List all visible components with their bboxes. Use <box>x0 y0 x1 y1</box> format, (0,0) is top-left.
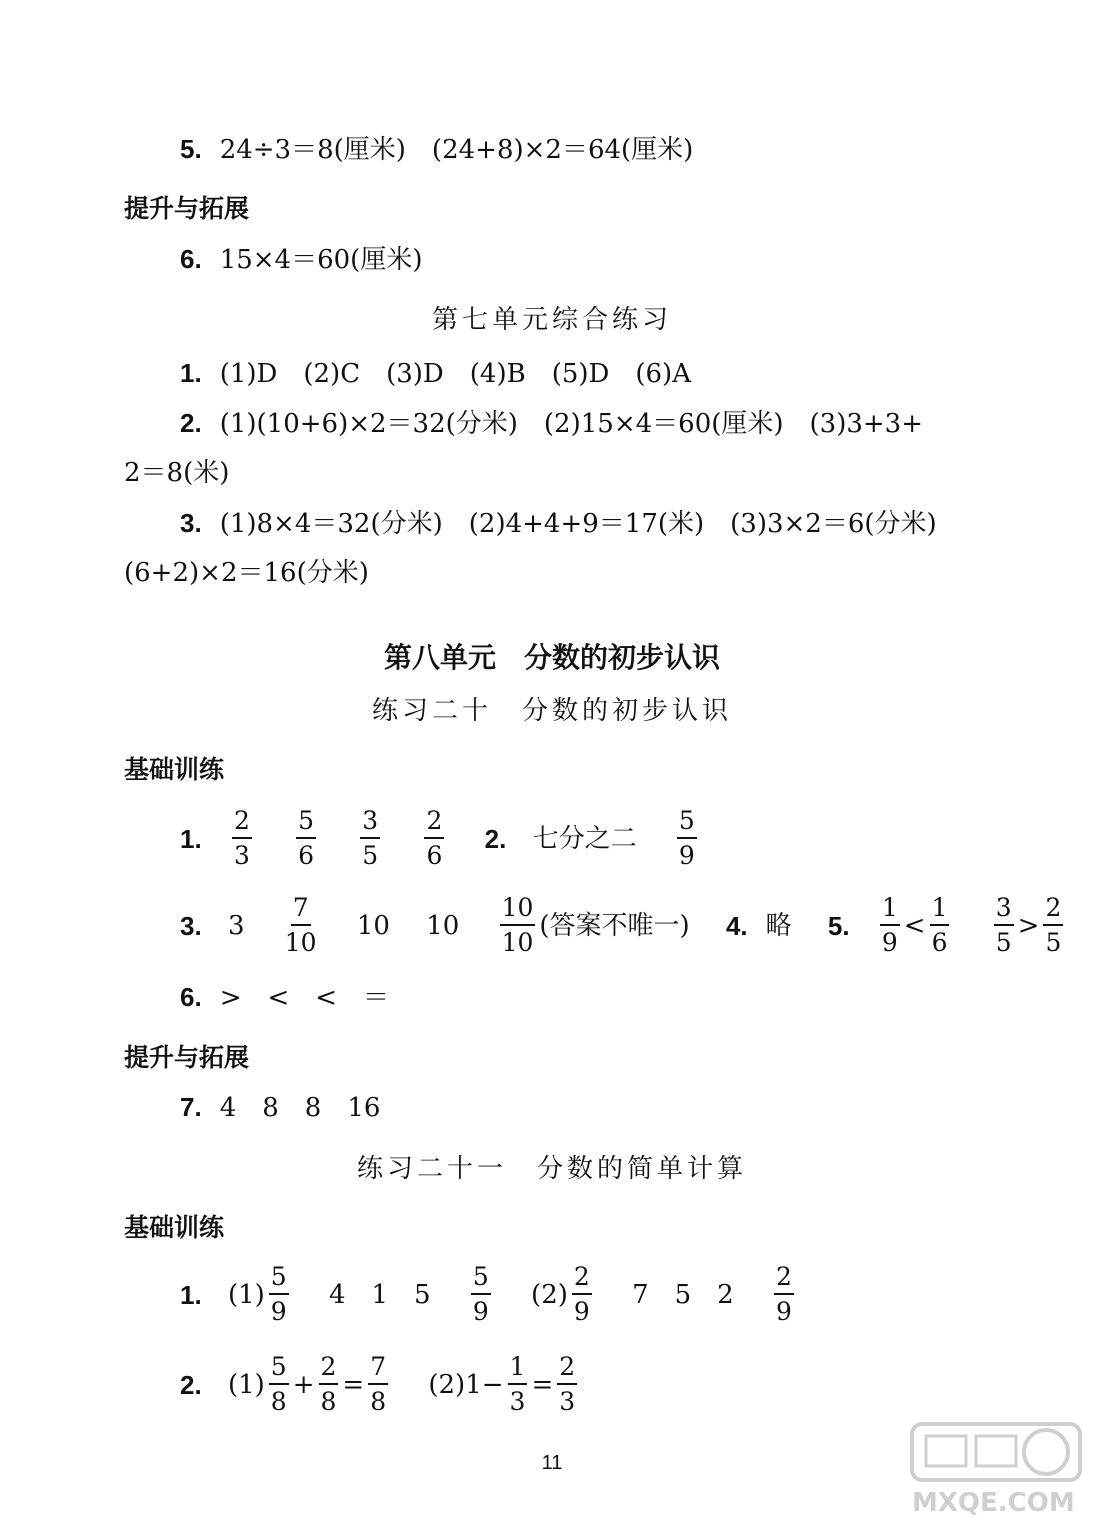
numerator: 7 <box>368 1354 388 1385</box>
answer-text: 15×4＝60(厘米) <box>219 245 423 275</box>
fraction <box>269 1354 289 1416</box>
denominator: 5 <box>995 928 1012 958</box>
answer-value: 3 <box>227 910 245 941</box>
greater-than-sign: > <box>1017 910 1040 941</box>
answer-text: 24÷3＝8(厘米) (24+8)×2＝64(厘米) <box>219 135 694 165</box>
denominator: 6 <box>931 928 948 958</box>
answer-line-5 <box>180 136 693 163</box>
fraction <box>880 895 900 957</box>
denominator: 6 <box>298 841 315 871</box>
fraction <box>677 808 697 870</box>
question-number: 1. <box>180 358 202 388</box>
denominator: 9 <box>881 928 898 958</box>
fraction <box>296 808 316 870</box>
extension-answer-7 <box>180 1094 380 1121</box>
answer-text: (1)8×4＝32(分米) (2)4+4+9＝17(米) (3)3×2＝6(分米) <box>219 509 937 539</box>
numerator: 3 <box>360 808 380 839</box>
part-label: (1) <box>227 1369 265 1400</box>
answer-value: 10 <box>356 910 390 941</box>
fraction <box>319 1354 339 1416</box>
fraction <box>269 1264 289 1326</box>
denominator: 9 <box>573 1297 590 1327</box>
numerator: 1 <box>508 1354 528 1385</box>
answer-values: 7 5 2 <box>632 1279 734 1310</box>
basic-answer-1-2 <box>180 808 701 870</box>
numerator: 2 <box>572 1264 592 1295</box>
basic-answer-6 <box>180 984 389 1011</box>
question-number: 2. <box>484 823 507 854</box>
question-number: 1. <box>180 1279 202 1310</box>
fraction <box>424 808 444 870</box>
page-number: 11 <box>541 1452 563 1474</box>
review-answer-3 <box>180 510 937 537</box>
answer-line-6 <box>180 246 422 273</box>
fraction <box>368 1354 388 1416</box>
review-answer-2 <box>180 410 923 437</box>
note-text: (答案不唯一) <box>539 910 690 941</box>
part-label: (1) <box>227 1279 265 1310</box>
denominator: 8 <box>320 1387 337 1417</box>
numerator: 5 <box>296 808 316 839</box>
answer-text: > < < ＝ <box>219 983 390 1013</box>
answer-value: 10 <box>426 910 460 941</box>
answer-text: (1)(10+6)×2＝32(分米) (2)15×4＝60(厘米) (3)3+3+ <box>219 409 924 439</box>
fraction <box>232 808 252 870</box>
part-label: (2)1− <box>428 1369 504 1400</box>
section-heading-extension-2: 提升与拓展 <box>124 1043 250 1072</box>
section-heading-extension: 提升与拓展 <box>124 194 250 223</box>
watermark-logo <box>906 1416 1086 1526</box>
question-number: 7. <box>180 1092 202 1122</box>
fraction <box>557 1354 577 1416</box>
answer-values: 4 1 5 <box>328 1279 431 1310</box>
denominator: 10 <box>501 928 534 958</box>
watermark-text: MXQE.COM <box>912 1488 1075 1518</box>
equals-sign: = <box>342 1369 365 1400</box>
review-answer-1 <box>180 360 691 387</box>
numerator: 7 <box>291 895 311 926</box>
basic-answer-3-4-5 <box>180 895 1067 957</box>
numerator: 5 <box>471 1264 491 1295</box>
less-than-sign: < <box>903 910 926 941</box>
question-number: 6. <box>180 982 202 1012</box>
exercise20-title: 练习二十 分数的初步认识 <box>371 696 732 726</box>
numerator: 2 <box>319 1354 339 1385</box>
fraction <box>285 895 317 957</box>
denominator: 8 <box>370 1387 387 1417</box>
part-label: (2) <box>531 1279 568 1310</box>
fraction <box>471 1264 491 1326</box>
numerator: 5 <box>269 1264 289 1295</box>
equals-sign: = <box>531 1369 554 1400</box>
answer-text: 4 8 8 16 <box>219 1093 381 1123</box>
section-heading-basic: 基础训练 <box>124 755 225 784</box>
answer-text: 略 <box>765 910 792 941</box>
numerator: 10 <box>500 895 536 926</box>
question-number: 3. <box>180 508 202 538</box>
question-number: 1. <box>180 823 202 854</box>
fraction <box>774 1264 794 1326</box>
unit8-heading: 第八单元 分数的初步认识 <box>383 641 720 674</box>
denominator: 9 <box>678 841 695 871</box>
numerator: 5 <box>677 808 697 839</box>
answer-text: (1)D (2)C (3)D (4)B (5)D (6)A <box>219 359 691 389</box>
review-answer-2-cont: 2＝8(米) <box>124 458 230 488</box>
question-number: 6. <box>180 244 202 274</box>
question-number: 2. <box>180 408 202 438</box>
numerator: 5 <box>269 1354 289 1385</box>
denominator: 3 <box>509 1387 526 1417</box>
unit7-review-title: 第七单元综合练习 <box>431 305 672 335</box>
denominator: 6 <box>426 841 443 871</box>
denominator: 3 <box>559 1387 576 1417</box>
denominator: 3 <box>233 841 250 871</box>
numerator: 2 <box>1043 895 1063 926</box>
numerator: 1 <box>930 895 950 926</box>
denominator: 5 <box>362 841 379 871</box>
plus-sign: + <box>292 1369 315 1400</box>
section-heading-basic-2: 基础训练 <box>124 1213 225 1242</box>
review-answer-3-cont: (6+2)×2＝16(分米) <box>124 558 369 588</box>
fraction <box>572 1264 592 1326</box>
question-number: 5. <box>180 134 202 164</box>
denominator: 8 <box>270 1387 287 1417</box>
numerator: 2 <box>557 1354 577 1385</box>
numerator: 1 <box>880 895 900 926</box>
denominator: 9 <box>472 1297 489 1327</box>
fraction <box>360 808 380 870</box>
question-number: 4. <box>725 910 748 941</box>
fraction <box>508 1354 528 1416</box>
numerator: 3 <box>994 895 1014 926</box>
question-number: 5. <box>827 910 850 941</box>
denominator: 10 <box>284 928 317 958</box>
denominator: 5 <box>1045 928 1062 958</box>
question-number: 3. <box>180 910 202 941</box>
numerator: 2 <box>424 808 444 839</box>
fraction <box>1043 895 1063 957</box>
fraction <box>930 895 950 957</box>
calc-answer-2 <box>180 1354 581 1416</box>
denominator: 9 <box>270 1297 287 1327</box>
calc-answer-1 <box>180 1264 798 1326</box>
numerator: 2 <box>232 808 252 839</box>
question-number: 2. <box>180 1369 202 1400</box>
denominator: 9 <box>775 1297 792 1327</box>
fraction <box>994 895 1014 957</box>
fraction <box>500 895 536 957</box>
answer-text: 七分之二 <box>532 823 637 854</box>
numerator: 2 <box>774 1264 794 1295</box>
exercise21-title: 练习二十一 分数的简单计算 <box>356 1154 747 1184</box>
